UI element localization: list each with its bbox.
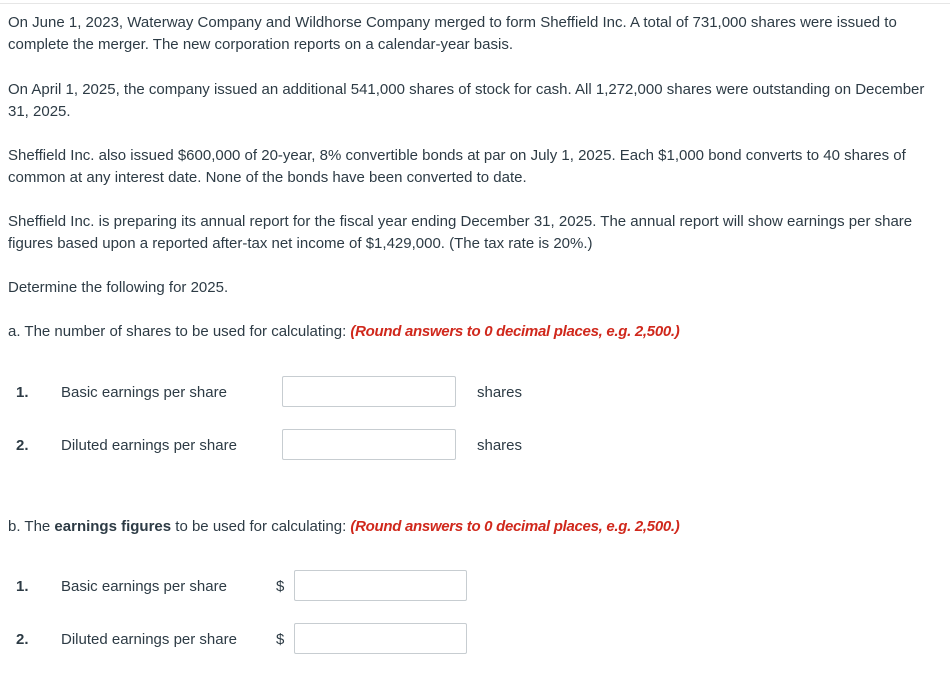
part-b-row-diluted bbox=[0, 623, 950, 657]
part-a-prompt bbox=[8, 321, 943, 343]
intro-paragraph-4: Sheffield Inc. is preparing its annual report for the fiscal year ending December 31, 2025. The annual report will show earnings per share figures based upon a reported after-tax net income of $1,429,000. (The tax rate is 20%.) bbox=[8, 213, 913, 252]
row-label: Basic earnings per share bbox=[61, 578, 227, 595]
row-label: Diluted earnings per share bbox=[61, 631, 237, 648]
part-a-rounding-note: (Round answers to 0 decimal places, e.g. 2,500.) bbox=[350, 323, 680, 340]
row-number: 2. bbox=[16, 631, 29, 648]
intro-paragraph-1: On June 1, 2023, Waterway Company and Wildhorse Company merged to form Sheffield Inc. A total of 731,000 shares were issued to complete the merger. The new corporation reports on a calendar-year basis. bbox=[8, 14, 897, 53]
part-a-row-basic bbox=[0, 376, 950, 410]
row-number: 2. bbox=[16, 437, 29, 454]
part-b-prompt-pre: b. The bbox=[8, 518, 55, 535]
part-b-prompt-bold: earnings figures bbox=[54, 518, 172, 535]
row-number: 1. bbox=[16, 384, 29, 401]
part-b-prompt bbox=[8, 516, 943, 538]
part-a-row-diluted bbox=[0, 429, 950, 463]
part-b-row-basic bbox=[0, 570, 950, 604]
diluted-eps-earnings-input[interactable] bbox=[294, 623, 467, 654]
row-label: Basic earnings per share bbox=[61, 384, 227, 401]
unit-label: shares bbox=[477, 437, 523, 454]
basic-eps-earnings-input[interactable] bbox=[294, 570, 467, 601]
row-number: 1. bbox=[16, 578, 29, 595]
basic-eps-shares-input[interactable] bbox=[282, 376, 456, 407]
part-b-rounding-note: (Round answers to 0 decimal places, e.g. 2,500.) bbox=[350, 518, 680, 535]
dollar-sign: $ bbox=[276, 631, 285, 648]
intro-paragraph-2: On April 1, 2025, the company issued an additional 541,000 shares of stock for cash. All 1,272,000 shares were outstanding on December 31, 2025. bbox=[8, 81, 925, 120]
unit-label: shares bbox=[477, 384, 523, 401]
part-b-prompt-post: to be used for calculating: bbox=[171, 518, 351, 535]
instruction-text: Determine the following for 2025. bbox=[8, 279, 229, 296]
dollar-sign: $ bbox=[276, 578, 285, 595]
diluted-eps-shares-input[interactable] bbox=[282, 429, 456, 460]
row-label: Diluted earnings per share bbox=[61, 437, 237, 454]
top-divider bbox=[0, 3, 950, 4]
intro-paragraph-3: Sheffield Inc. also issued $600,000 of 20-year, 8% convertible bonds at par on July 1, 2025. Each $1,000 bond converts to 40 shares of common at any interest date. None of the bonds have been converted to date. bbox=[8, 147, 906, 186]
part-a-prompt-text: a. The number of shares to be used for calculating: bbox=[8, 323, 351, 340]
